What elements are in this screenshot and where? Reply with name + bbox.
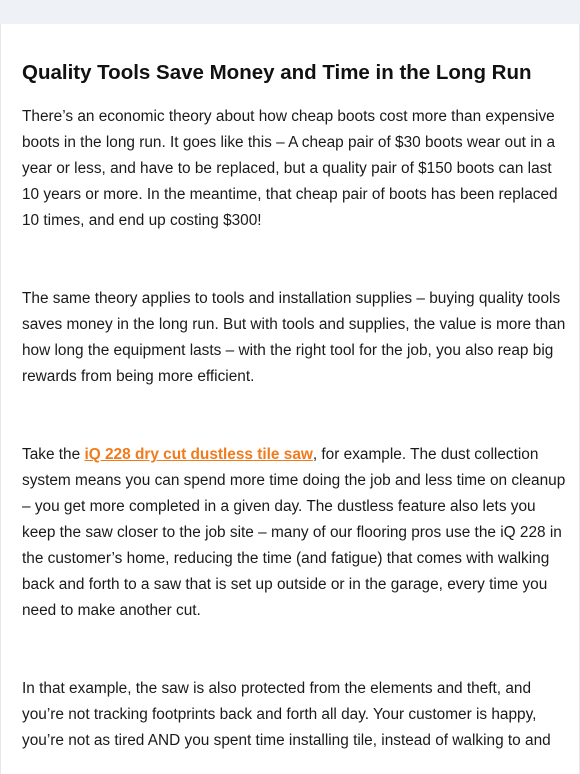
text-line: year or less, and have to be replaced, but a quality pair of $150 boots can last (22, 160, 552, 177)
article-body (22, 61, 566, 754)
email-content-card (0, 24, 580, 774)
text-line: In that example, the saw is also protected from the elements and theft, and (22, 680, 532, 697)
text-line: you’re not as tired AND you spent time installing tile, instead of walking to and (22, 732, 551, 749)
text-line: There’s an economic theory about how cheap boots cost more than expensive (22, 108, 555, 125)
text-fragment: , for example. The dust collection (312, 446, 539, 463)
text-line: how long the equipment lasts – with the right tool for the job, you also reap big (22, 342, 554, 359)
text-line: – you get more completed in a given day. The dustless feature also lets you (22, 498, 536, 515)
text-line: system means you can spend more time doing the job and less time on cleanup (22, 472, 566, 489)
article-heading: Quality Tools Save Money and Time in the Long Run (22, 61, 532, 84)
text-line: need to make another cut. (22, 602, 201, 619)
text-line: you’re not tracking footprints back and forth all day. Your customer is happy, (22, 706, 537, 723)
text-line: the customer’s home, reducing the time (and fatigue) that comes with walking (22, 550, 550, 567)
text-line: saves money in the long run. But with tools and supplies, the value is more than (22, 316, 566, 333)
text-fragment: Take the (22, 446, 85, 463)
text-line: boots in the long run. It goes like this – A cheap pair of $30 boots wear out in a (22, 134, 556, 151)
text-line (22, 442, 562, 468)
text-line: 10 years or more. In the meantime, that cheap pair of boots has been replaced (22, 186, 558, 203)
text-line: 10 times, and end up costing $300! (22, 212, 262, 229)
text-line: rewards from being more efficient. (22, 368, 255, 385)
email-header-band (0, 0, 580, 24)
paragraph-protection-benefits (22, 676, 562, 754)
tile-saw-product-link[interactable]: iQ 228 dry cut dustless tile saw (84, 446, 313, 463)
text-line: back and forth to a saw that is set up outside or in the garage, every time you (22, 576, 548, 593)
paragraph-boots-theory (22, 104, 562, 234)
text-line: keep the saw closer to the job site – many of our flooring pros use the iQ 228 in (22, 524, 562, 541)
paragraph-saw-example (22, 442, 566, 624)
paragraph-tools-theory (22, 286, 566, 390)
text-line: The same theory applies to tools and installation supplies – buying quality tools (22, 290, 561, 307)
